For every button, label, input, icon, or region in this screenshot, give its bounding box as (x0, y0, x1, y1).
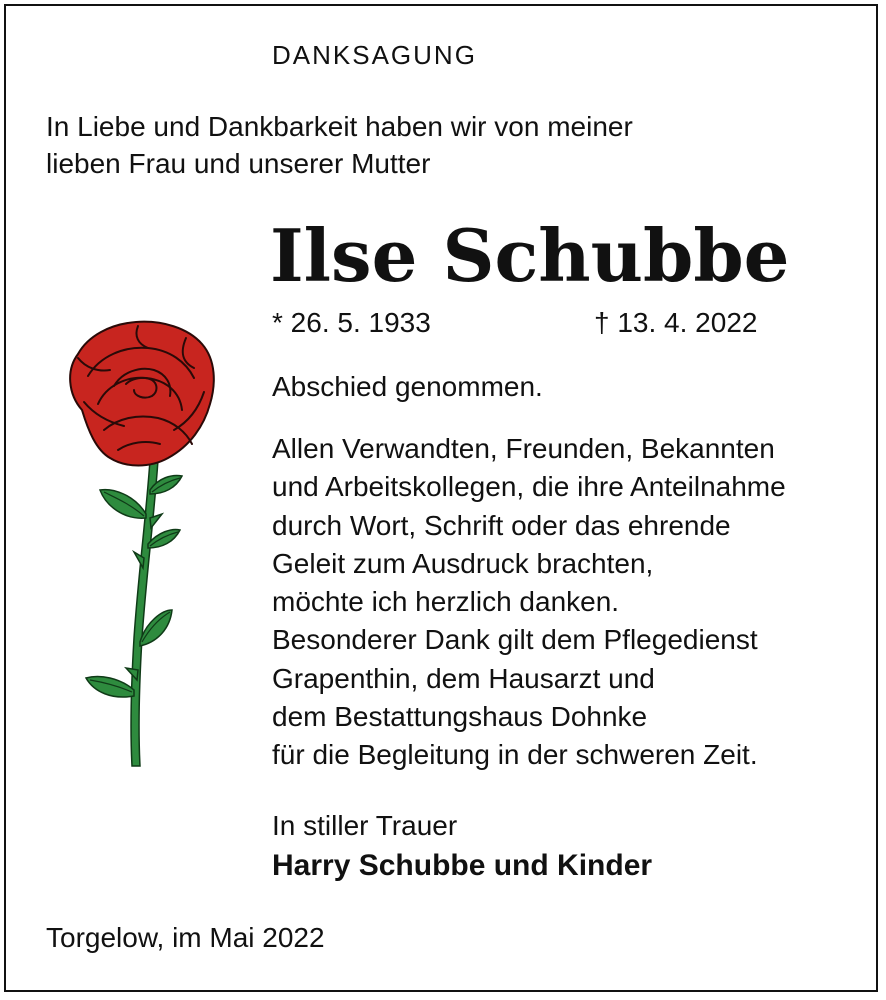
thanks-line: Grapenthin, dem Hausarzt und (272, 662, 655, 694)
rose-leaf (86, 677, 134, 698)
farewell-text: Abschied genommen. (272, 371, 543, 402)
thanks-paragraph (272, 430, 786, 775)
thanks-line: für die Begleitung in der schweren Zeit. (272, 739, 758, 771)
thanks-line: Besonderer Dank gilt dem Pflegedienst (272, 624, 758, 656)
thanks-line: Allen Verwandten, Freunden, Bekannten (272, 433, 775, 464)
death-date: † 13. 4. 2022 (594, 307, 758, 338)
birth-date: * 26. 5. 1933 (272, 307, 431, 338)
intro-line: lieben Frau und unserer Mutter (46, 148, 431, 179)
mourning-text: In stiller Trauer (272, 810, 458, 841)
intro-line: In Liebe und Dankbarkeit haben wir von meiner (46, 111, 633, 142)
notice-heading: DANKSAGUNG (272, 40, 477, 70)
intro-text (46, 108, 633, 182)
signer-name: Harry Schubbe und Kinder (272, 849, 653, 882)
thanks-line: durch Wort, Schrift oder das ehrende (272, 509, 731, 541)
place-date: Torgelow, im Mai 2022 (46, 922, 325, 953)
life-dates (272, 306, 758, 340)
rose-icon (54, 318, 224, 770)
thanks-line: dem Bestattungshaus Dohnke (272, 701, 648, 733)
thanks-line: und Arbeitskollegen, die ihre Anteilnahme (272, 471, 786, 503)
rose-leaf (140, 610, 172, 646)
thanks-line: möchte ich herzlich danken. (272, 586, 620, 618)
deceased-name: Ilse Schubbe (270, 213, 790, 298)
thanks-line: Geleit zum Ausdruck brachten, (272, 547, 654, 579)
